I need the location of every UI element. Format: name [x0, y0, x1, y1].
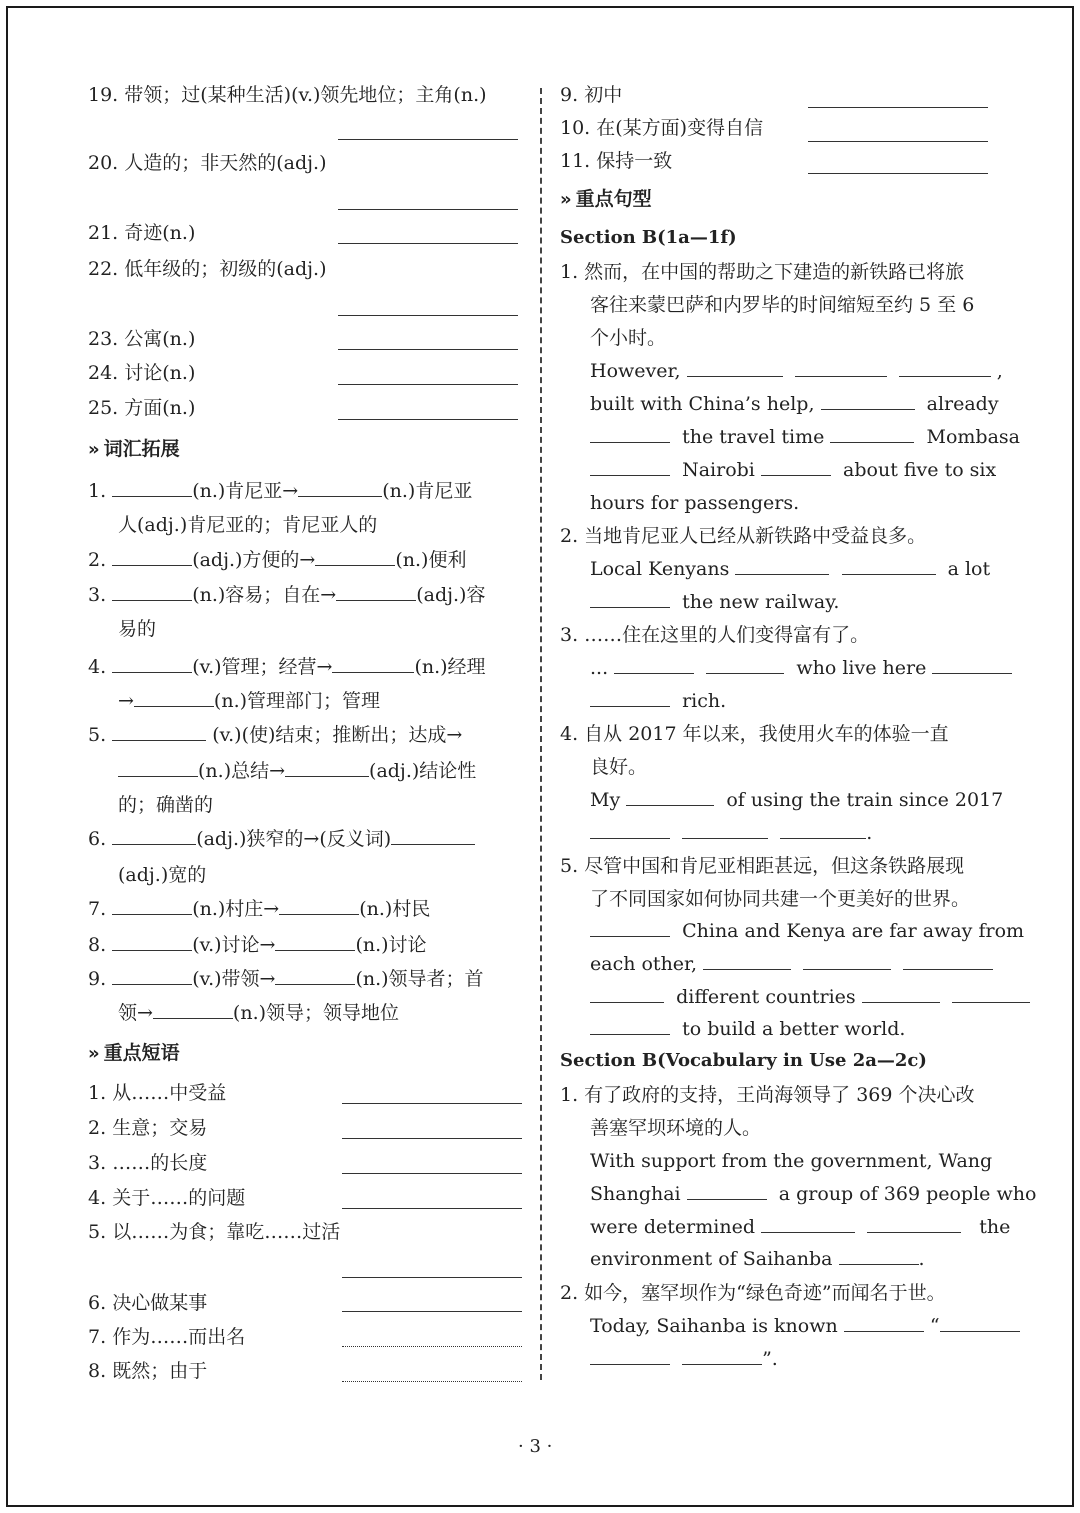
expand-item: 7. (n.)村庄→ (n.)村民 [88, 898, 431, 920]
answer-blank[interactable] [338, 208, 518, 210]
expand-item-cont: (n.)总结→ (adj.)结论性 [118, 758, 476, 784]
phrase-item: 6. 决心做某事 [88, 1292, 208, 1314]
sentence-en: Local Kenyans a lot [590, 558, 991, 580]
answer-blank[interactable] [808, 106, 988, 108]
expand-item: 1. (n.)肯尼亚→ (n.)肯尼亚 [88, 480, 473, 502]
sentence-cn: 2. 如今，塞罕坝作为“绿色奇迹”而闻名于世。 [560, 1282, 946, 1304]
expand-item-cont: 人(adj.)肯尼亚的；肯尼亚人的 [118, 514, 378, 536]
sentence-cn: 1. 有了政府的支持，王尚海领导了 369 个决心改 [560, 1084, 975, 1106]
section-label: Section B(1a—1f) [560, 227, 737, 248]
sentence-en: China and Kenya are far away from [590, 918, 1024, 944]
sentence-en: to build a better world. [590, 1016, 905, 1042]
phrase-item: 8. 既然；由于 [88, 1360, 208, 1382]
answer-blank[interactable] [338, 383, 518, 385]
expand-item-cont: 的；确凿的 [118, 794, 214, 816]
phrase-item: 5. 以……为食；靠吃……过活 [88, 1221, 341, 1243]
vocab-item: 25. 方面(n.) [88, 397, 196, 419]
column-divider [540, 88, 542, 1380]
vocab-item: 24. 讨论(n.) [88, 362, 196, 384]
page-number: · 3 · [518, 1436, 553, 1457]
expand-item: 3. (n.)容易；自在→ (adj.)容 [88, 584, 486, 606]
expand-item-cont: 易的 [118, 618, 157, 640]
phrase-item: 3. ……的长度 [88, 1152, 208, 1174]
sentence-en: Shanghai a group of 369 people who [590, 1183, 1037, 1205]
answer-blank[interactable] [342, 1310, 522, 1312]
section-heading-key-sentences: » 重点句型 [560, 188, 652, 210]
sentence-en: environment of Saihanba . [590, 1248, 925, 1270]
answer-blank[interactable] [342, 1380, 522, 1382]
vocab-item: 19. 带领；过(某种生活)(v.)领先地位；主角(n.) [88, 84, 487, 106]
expand-item: 2. (adj.)方便的→ (n.)便利 [88, 549, 467, 571]
sentence-en: Today, Saihanba is known “ [590, 1313, 1020, 1339]
answer-blank[interactable] [342, 1102, 522, 1104]
answer-blank[interactable] [342, 1137, 522, 1139]
answer-blank[interactable] [342, 1172, 522, 1174]
sentence-en: each other, [590, 951, 993, 977]
expand-item: 6. (adj.)狭窄的→(反义词) [88, 826, 475, 852]
answer-blank[interactable] [342, 1207, 522, 1209]
sentence-en: . [590, 820, 872, 846]
phrase-item: 9. 初中 [560, 84, 623, 106]
answer-blank[interactable] [808, 140, 988, 142]
sentence-cn: 个小时。 [590, 327, 667, 349]
vocab-item: 23. 公寓(n.) [88, 328, 196, 350]
sentence-cn: 良好。 [590, 756, 648, 778]
section-heading-key-phrases: » 重点短语 [88, 1042, 180, 1064]
sentence-cn: 5. 尽管中国和肯尼亚相距甚远，但这条铁路展现 [560, 855, 965, 877]
expand-item: 5. (v.)(使)结束；推断出；达成→ [88, 724, 463, 746]
sentence-en: different countries [590, 984, 1030, 1010]
vocab-item: 22. 低年级的；初级的(adj.) [88, 258, 327, 280]
answer-blank[interactable] [338, 348, 518, 350]
answer-blank[interactable] [338, 242, 518, 244]
expand-item-cont: → (n.)管理部门；管理 [118, 690, 381, 712]
expand-item-cont: (adj.)宽的 [118, 864, 207, 886]
sentence-en: Nairobi about five to six [590, 457, 996, 483]
sentence-en: the travel time Mombasa [590, 424, 1020, 450]
phrase-item: 4. 关于……的问题 [88, 1187, 246, 1209]
answer-blank[interactable] [338, 138, 518, 140]
answer-blank[interactable] [808, 172, 988, 174]
sentence-en: were determined the [590, 1216, 1011, 1238]
sentence-en: ... who live here [590, 655, 1012, 681]
vocab-item: 20. 人造的；非天然的(adj.) [88, 152, 327, 174]
sentence-en: hours for passengers. [590, 492, 800, 514]
phrase-item: 11. 保持一致 [560, 150, 673, 172]
section-heading-vocab-expand: » 词汇拓展 [88, 438, 180, 460]
phrase-item: 10. 在(某方面)变得自信 [560, 117, 764, 139]
sentence-en: ”. [590, 1346, 778, 1372]
expand-item: 8. (v.)讨论→ (n.)讨论 [88, 934, 427, 956]
sentence-en: rich. [590, 688, 726, 714]
sentence-cn: 2. 当地肯尼亚人已经从新铁路中受益良多。 [560, 525, 927, 547]
phrase-item: 1. 从……中受益 [88, 1082, 227, 1104]
sentence-en: built with China’s help, already [590, 393, 999, 415]
answer-blank[interactable] [338, 418, 518, 420]
sentence-cn: 4. 自从 2017 年以来，我使用火车的体验一直 [560, 723, 949, 745]
sentence-cn: 1. 然而，在中国的帮助之下建造的新铁路已将旅 [560, 261, 965, 283]
sentence-en: the new railway. [590, 589, 839, 615]
section-label: Section B(Vocabulary in Use 2a—2c) [560, 1050, 927, 1071]
answer-blank[interactable] [342, 1276, 522, 1278]
expand-item-cont: 领→ (n.)领导；领导地位 [118, 1002, 400, 1024]
expand-item: 9. (v.)带领→ (n.)领导者；首 [88, 968, 484, 990]
sentence-cn: 3. ……住在这里的人们变得富有了。 [560, 624, 870, 646]
expand-item: 4. (v.)管理；经营→ (n.)经理 [88, 656, 486, 678]
answer-blank[interactable] [342, 1345, 522, 1347]
sentence-en: My of using the train since 2017 [590, 789, 1004, 811]
phrase-item: 7. 作为……而出名 [88, 1326, 246, 1348]
sentence-en: With support from the government, Wang [590, 1150, 993, 1172]
sentence-cn: 客往来蒙巴萨和内罗毕的时间缩短至约 5 至 6 [590, 294, 975, 316]
phrase-item: 2. 生意；交易 [88, 1117, 208, 1139]
vocab-item: 21. 奇迹(n.) [88, 222, 196, 244]
sentence-cn: 了不同国家如何协同共建一个更美好的世界。 [590, 888, 971, 910]
sentence-cn: 善塞罕坝环境的人。 [590, 1117, 762, 1139]
answer-blank[interactable] [338, 314, 518, 316]
sentence-en: However, , [590, 360, 1003, 382]
